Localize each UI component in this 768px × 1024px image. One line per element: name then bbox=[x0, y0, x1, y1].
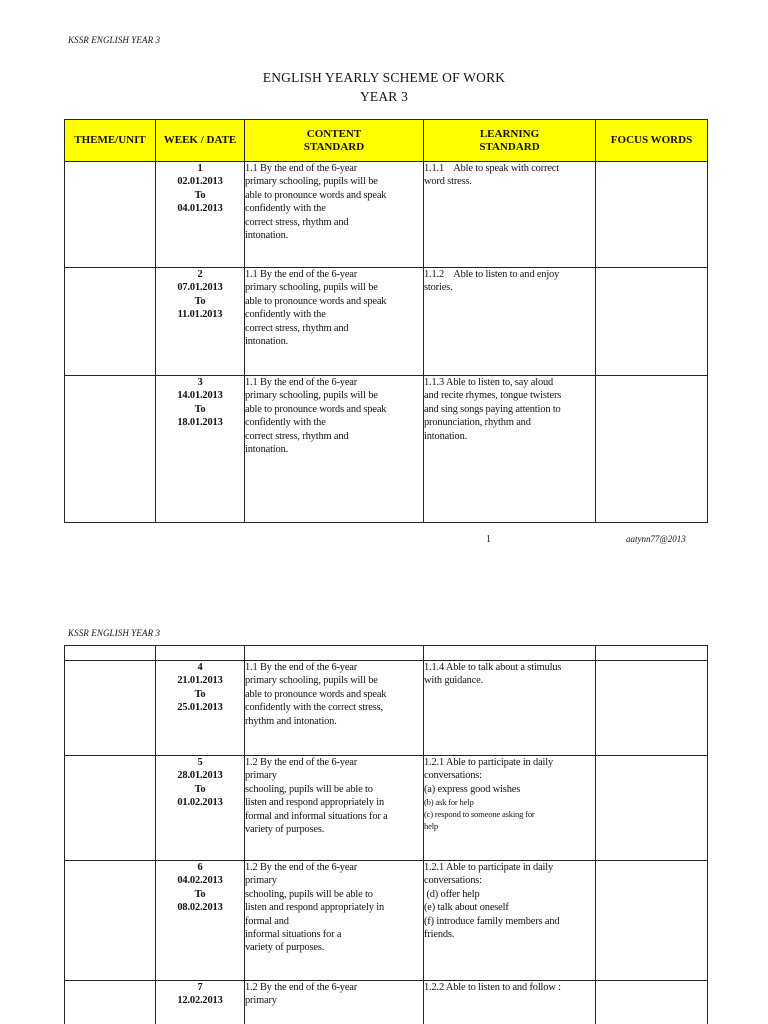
cell-line: 25.01.2013 bbox=[177, 702, 223, 714]
cell-line: and sing songs paying attention to bbox=[424, 403, 561, 415]
cell-line: confidently with the bbox=[245, 309, 326, 321]
cell-line: conversations: bbox=[424, 770, 482, 782]
cell-line: 1.1.3 Able to listen to, say aloud bbox=[424, 377, 554, 388]
cell-line: correct stress, rhythm and bbox=[245, 216, 349, 228]
cell-line: 1.2.1 Able to participate in daily bbox=[424, 862, 554, 873]
learning-standard-cell bbox=[424, 756, 596, 861]
table-spacer-row bbox=[65, 646, 708, 661]
cell-line: 1.1.1 Able to speak with correct bbox=[424, 163, 559, 174]
table-row bbox=[65, 162, 708, 268]
focus-words-cell bbox=[596, 861, 708, 981]
cell-line: 1.1 By the end of the 6-year bbox=[245, 377, 358, 388]
learning-standard-cell bbox=[424, 861, 596, 981]
cell-line: primary schooling, pupils will be bbox=[245, 282, 378, 294]
cell-line: with guidance. bbox=[424, 675, 484, 687]
cell-line: (e) talk about oneself bbox=[424, 902, 509, 914]
cell-line: intonation. bbox=[245, 230, 289, 242]
header-label-line: THEME/UNIT bbox=[74, 134, 146, 146]
cell-line: 07.01.2013 bbox=[177, 282, 223, 294]
cell-line: 01.02.2013 bbox=[177, 797, 223, 809]
cell-line: formal and informal situations for a bbox=[245, 810, 388, 822]
header-theme-unit bbox=[65, 120, 156, 162]
scheme-table-page-2-wrap bbox=[64, 645, 708, 1024]
document-title: ENGLISH YEARLY SCHEME OF WORK bbox=[262, 70, 506, 85]
cell-line: variety of purposes. bbox=[245, 824, 325, 836]
cell-line: able to pronounce words and speak bbox=[245, 403, 387, 415]
learning-standard-cell bbox=[424, 981, 596, 1024]
theme-unit-cell bbox=[65, 861, 156, 981]
content-standard-cell bbox=[245, 376, 424, 523]
cell-line: intonation. bbox=[245, 336, 289, 348]
content-standard-cell bbox=[245, 162, 424, 268]
content-standard-cell bbox=[245, 981, 424, 1024]
empty-cell bbox=[596, 646, 708, 661]
header-label-line: STANDARD bbox=[479, 140, 540, 153]
cell-line: correct stress, rhythm and bbox=[245, 430, 349, 442]
week-date-cell bbox=[156, 661, 245, 756]
empty-cell bbox=[65, 646, 156, 661]
cell-line: schooling, pupils will be able to bbox=[245, 783, 373, 795]
focus-words-cell bbox=[596, 162, 708, 268]
cell-line: (b) ask for help bbox=[424, 797, 474, 808]
cell-line: 1.2 By the end of the 6-year bbox=[245, 982, 358, 993]
scheme-of-work-table bbox=[64, 119, 708, 523]
cell-line: 08.02.2013 bbox=[177, 902, 223, 914]
content-standard-cell bbox=[245, 661, 424, 756]
learning-standard-cell bbox=[424, 661, 596, 756]
week-date-cell bbox=[156, 756, 245, 861]
cell-line: correct stress, rhythm and bbox=[245, 322, 349, 334]
cell-line: schooling, pupils will be able to bbox=[245, 888, 373, 900]
cell-line: 1.1.4 Able to talk about a stimulus bbox=[424, 662, 562, 673]
header-label-line: FOCUS WORDS bbox=[610, 134, 693, 146]
cell-line: able to pronounce words and speak bbox=[245, 189, 387, 201]
cell-line: listen and respond appropriately in bbox=[245, 797, 385, 809]
empty-cell bbox=[245, 646, 424, 661]
cell-line: 04.01.2013 bbox=[177, 203, 223, 215]
header-content-standard bbox=[245, 120, 424, 162]
cell-line: stories. bbox=[424, 282, 453, 294]
theme-unit-cell bbox=[65, 376, 156, 523]
table-row bbox=[65, 661, 708, 756]
cell-line: 04.02.2013 bbox=[177, 875, 223, 887]
cell-line: To bbox=[194, 783, 206, 795]
table-row bbox=[65, 981, 708, 1024]
cell-line: 3 bbox=[197, 377, 203, 388]
theme-unit-cell bbox=[65, 981, 156, 1024]
cell-line: 2 bbox=[197, 269, 203, 280]
running-header: KSSR ENGLISH YEAR 3 bbox=[68, 35, 161, 45]
cell-line: To bbox=[194, 295, 206, 307]
week-date-cell bbox=[156, 376, 245, 523]
table-row bbox=[65, 861, 708, 981]
cell-line: variety of purposes. bbox=[245, 942, 325, 954]
cell-line: 5 bbox=[197, 757, 203, 768]
focus-words-cell bbox=[596, 268, 708, 376]
cell-line: 1.1 By the end of the 6-year bbox=[245, 163, 358, 174]
cell-line: (c) respond to someone asking for bbox=[424, 809, 535, 820]
content-standard-cell bbox=[245, 756, 424, 861]
page-number: 1 bbox=[486, 534, 491, 545]
learning-standard-cell bbox=[424, 268, 596, 376]
cell-line: primary schooling, pupils will be bbox=[245, 390, 378, 402]
cell-line: primary schooling, pupils will be bbox=[245, 176, 378, 188]
week-date-cell bbox=[156, 268, 245, 376]
cell-line: 1.2.1 Able to participate in daily bbox=[424, 757, 554, 768]
cell-line: able to pronounce words and speak bbox=[245, 688, 387, 700]
cell-line: and recite rhymes, tongue twisters bbox=[424, 390, 562, 402]
theme-unit-cell bbox=[65, 661, 156, 756]
table-row bbox=[65, 376, 708, 523]
cell-line: formal and bbox=[245, 915, 289, 927]
table-row bbox=[65, 268, 708, 376]
week-date-cell bbox=[156, 861, 245, 981]
header-focus-words bbox=[596, 120, 708, 162]
cell-line: 4 bbox=[197, 662, 203, 673]
empty-cell bbox=[424, 646, 596, 661]
focus-words-cell bbox=[596, 756, 708, 861]
cell-line: listen and respond appropriately in bbox=[245, 902, 385, 914]
theme-unit-cell bbox=[65, 268, 156, 376]
empty-cell bbox=[156, 646, 245, 661]
cell-line: intonation. bbox=[424, 430, 468, 442]
cell-line: confidently with the bbox=[245, 417, 326, 429]
cell-line: help bbox=[424, 821, 438, 832]
cell-line: 12.02.2013 bbox=[177, 995, 223, 1007]
cell-line: To bbox=[194, 189, 206, 201]
cell-line: (a) express good wishes bbox=[424, 783, 521, 795]
week-date-cell bbox=[156, 981, 245, 1024]
cell-line: intonation. bbox=[245, 444, 289, 456]
cell-line: 1.1 By the end of the 6-year bbox=[245, 662, 358, 673]
cell-line: (f) introduce family members and bbox=[424, 915, 560, 927]
cell-line: informal situations for a bbox=[245, 929, 342, 941]
cell-line: 02.01.2013 bbox=[177, 176, 223, 188]
cell-line: 1.1.2 Able to listen to and enjoy bbox=[424, 269, 560, 280]
cell-line: primary schooling, pupils will be bbox=[245, 675, 378, 687]
header-label-line: CONTENT bbox=[306, 127, 362, 140]
document-subtitle: YEAR 3 bbox=[359, 89, 409, 104]
cell-line: 14.01.2013 bbox=[177, 390, 223, 402]
cell-line: able to pronounce words and speak bbox=[245, 295, 387, 307]
header-week-date bbox=[156, 120, 245, 162]
cell-line: confidently with the correct stress, bbox=[245, 702, 384, 714]
cell-line: pronunciation, rhythm and bbox=[424, 417, 531, 429]
footer-credit: aatynn77@2013 bbox=[626, 534, 686, 544]
cell-line: 7 bbox=[197, 982, 203, 993]
cell-line: 28.01.2013 bbox=[177, 770, 223, 782]
theme-unit-cell bbox=[65, 162, 156, 268]
scheme-table-page-1-wrap bbox=[64, 119, 708, 524]
content-standard-cell bbox=[245, 268, 424, 376]
header-label-line: STANDARD bbox=[303, 140, 365, 153]
scheme-of-work-table-continued bbox=[64, 645, 708, 1024]
cell-line: conversations: bbox=[424, 875, 482, 887]
cell-line: (d) offer help bbox=[424, 888, 480, 900]
cell-line: word stress. bbox=[424, 176, 472, 188]
focus-words-cell bbox=[596, 376, 708, 523]
cell-line: To bbox=[194, 688, 206, 700]
cell-line: 1.2.2 Able to listen to and follow : bbox=[424, 982, 561, 993]
cell-line: 1 bbox=[197, 163, 203, 174]
cell-line: confidently with the bbox=[245, 203, 326, 215]
cell-line: primary bbox=[245, 875, 277, 887]
cell-line: 18.01.2013 bbox=[177, 417, 223, 429]
content-standard-cell bbox=[245, 861, 424, 981]
header-learning-standard bbox=[424, 120, 596, 162]
cell-line: 21.01.2013 bbox=[177, 675, 223, 687]
cell-line: primary bbox=[245, 770, 277, 782]
week-date-cell bbox=[156, 162, 245, 268]
focus-words-cell bbox=[596, 661, 708, 756]
cell-line: 1.2 By the end of the 6-year bbox=[245, 862, 358, 873]
header-label-line: LEARNING bbox=[479, 127, 540, 140]
cell-line: friends. bbox=[424, 929, 455, 941]
table-header-row bbox=[65, 120, 708, 162]
learning-standard-cell bbox=[424, 376, 596, 523]
learning-standard-cell bbox=[424, 162, 596, 268]
header-label-line: WEEK / DATE bbox=[163, 134, 237, 146]
cell-line: To bbox=[194, 403, 206, 415]
table-row bbox=[65, 756, 708, 861]
cell-line: rhythm and intonation. bbox=[245, 715, 337, 727]
cell-line: To bbox=[194, 888, 206, 900]
cell-line: 1.1 By the end of the 6-year bbox=[245, 269, 358, 280]
theme-unit-cell bbox=[65, 756, 156, 861]
cell-line: 6 bbox=[197, 862, 203, 873]
running-header-page-2: KSSR ENGLISH YEAR 3 bbox=[68, 628, 161, 638]
focus-words-cell bbox=[596, 981, 708, 1024]
cell-line: 1.2 By the end of the 6-year bbox=[245, 757, 358, 768]
cell-line: primary bbox=[245, 995, 277, 1007]
cell-line: 11.01.2013 bbox=[177, 309, 223, 321]
